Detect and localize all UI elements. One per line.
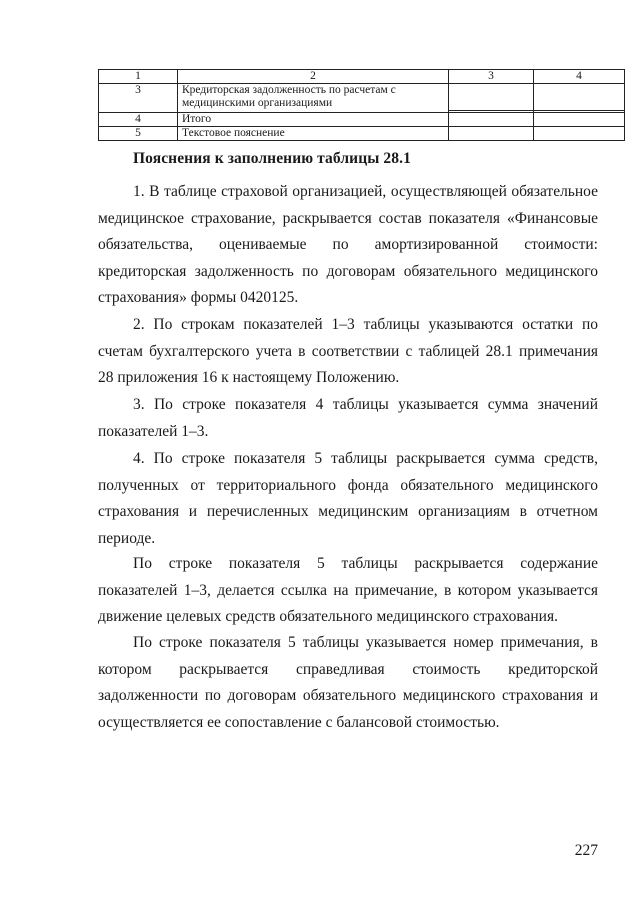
row-number: 4 (99, 113, 178, 127)
value-cell (534, 113, 625, 127)
table-row (99, 84, 625, 113)
value-cell (449, 127, 534, 141)
value-cell (449, 84, 534, 113)
row-number: 3 (99, 84, 178, 113)
table-header-cell: 2 (178, 70, 449, 84)
paragraph: 1. В таблице страховой организацией, осуществляющей обязательное медицинское страхование, раскрывается состав показателя «Финансовые обязательства, оцениваемые по амортизированной стоимости: кредиторская задолженность по договорам обязательного медицинского страхования» формы 0420125. (98, 183, 598, 306)
value-cell (449, 113, 534, 127)
paragraph: 3. По строке показателя 4 таблицы указывается сумма значений показателей 1–3. (98, 396, 598, 440)
section-title: Пояснения к заполнению таблицы 28.1 (133, 150, 411, 167)
row-number: 5 (99, 127, 178, 141)
table-header-cell: 3 (449, 70, 534, 84)
data-table (98, 69, 625, 141)
value-cell (534, 84, 625, 113)
table-row (99, 127, 625, 141)
table-header-cell: 4 (534, 70, 625, 84)
table-header-cell: 1 (99, 70, 178, 84)
table-header-row (99, 70, 625, 84)
paragraph: По строке показателя 5 таблицы указывается номер примечания, в котором раскрывается справедливая стоимость кредиторской задолженности по договорам обязательного медицинского страхования и осуществляется ее сопоставление с балансовой стоимостью. (98, 634, 598, 731)
paragraph: 4. По строке показателя 5 таблицы раскрывается сумма средств, полученных от территориального фонда обязательного медицинского страхования и перечисленных медицинским организациям в отчетном периоде. (98, 450, 598, 547)
page-number: 227 (574, 842, 598, 859)
value-cell (534, 127, 625, 141)
row-label: Текстовое пояснение (178, 127, 449, 141)
table-row (99, 113, 625, 127)
row-label: Кредиторская задолженность по расчетам с медицинскими организациями (178, 84, 449, 113)
row-label: Итого (178, 113, 449, 127)
paragraph: 2. По строкам показателей 1–3 таблицы указываются остатки по счетам бухгалтерского учета в соответствии с таблицей 28.1 примечания 28 приложения 16 к настоящему Положению. (98, 316, 598, 386)
paragraph: По строке показателя 5 таблицы раскрывается содержание показателей 1–3, делается ссылка на примечание, в котором указывается движение целевых средств обязательного медицинского страхования. (98, 555, 598, 625)
